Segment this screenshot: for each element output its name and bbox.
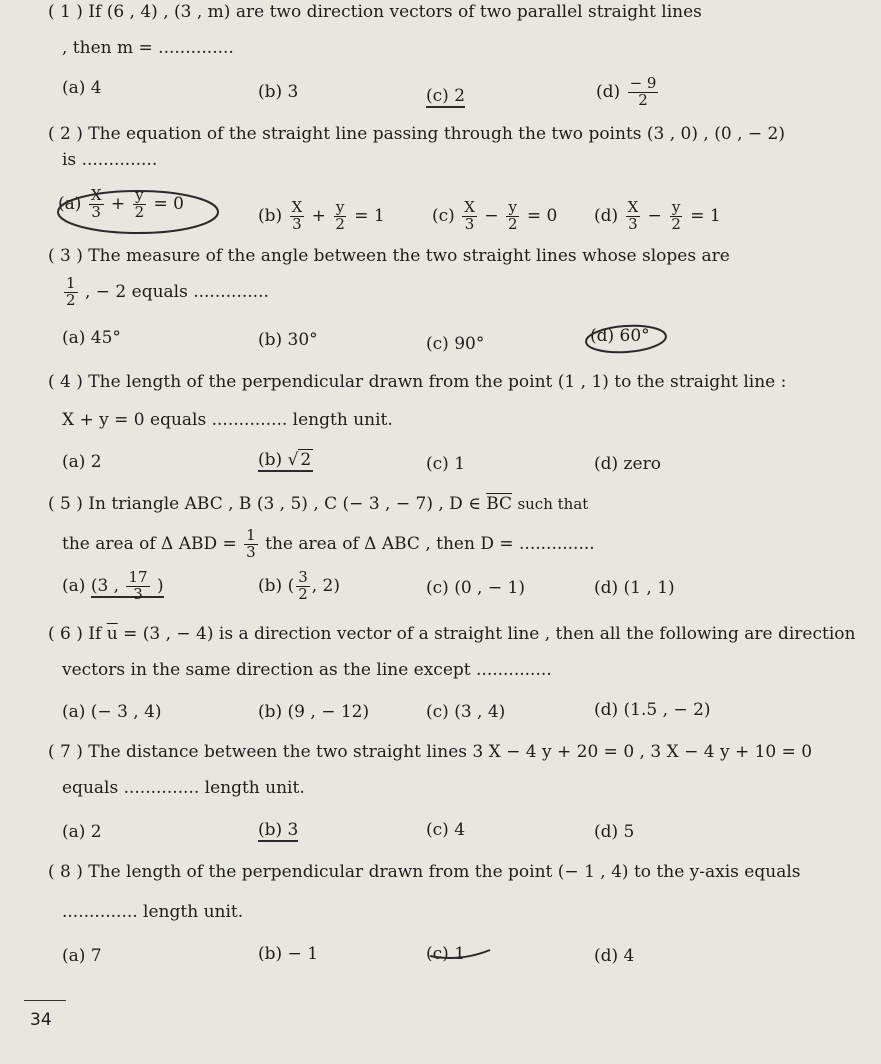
q5-a-point (90, 568, 164, 603)
q6-option-a[interactable]: (a) (− 3 , 4) (62, 702, 162, 722)
q2-b-y: y (335, 198, 345, 216)
q5-text-post: such that (517, 495, 589, 513)
q5-text-pre: ( 5 ) In triangle ABC , B (3 , 5) , C (− 3 , − 7) , D ∈ (48, 494, 481, 514)
q6-option-c[interactable]: (c) (3 , 4) (426, 702, 506, 722)
q4-blank: X + y = 0 equals .............. length unit. (62, 410, 393, 430)
q4-option-a[interactable]: (a) 2 (62, 452, 102, 472)
q2-a-3: 3 (91, 202, 101, 221)
q5-b-label: (b) (258, 575, 283, 596)
q2-b-x: X (291, 198, 303, 216)
q8-text: ( 8 ) The length of the perpendicular drawn from the point (− 1 , 4) to the y-axis equals (48, 862, 801, 882)
q5-b-pre: ( (287, 575, 295, 596)
q6-blank: vectors in the same direction as the line except .............. (62, 660, 552, 680)
q5-a-post: ) (156, 575, 164, 596)
q2-blank: is .............. (62, 150, 158, 170)
q2-d-label: (d) (594, 205, 619, 226)
q8-option-c[interactable]: (c) 1 (426, 944, 466, 964)
q5-b-num: 3 (298, 568, 308, 586)
q5-third-num: 1 (246, 526, 256, 544)
q3-half-den: 2 (66, 290, 76, 309)
q4-text: ( 4 ) The length of the perpendicular drawn from the point (1 , 1) to the straight line : (48, 372, 787, 392)
q2-c-x: X (464, 198, 475, 216)
q2-b-op: + (311, 205, 326, 226)
q7-option-c[interactable]: (c) 4 (426, 820, 466, 840)
q8-option-a[interactable]: (a) 7 (62, 946, 102, 966)
q2-a-label: (a) (58, 193, 82, 214)
q2-c-3: 3 (464, 214, 475, 233)
q3-option-b[interactable]: (b) 30° (258, 330, 318, 350)
q1-blank: , then m = .............. (62, 38, 234, 58)
q8-option-d[interactable]: (d) 4 (594, 946, 635, 966)
q5-b-post: , 2) (311, 575, 341, 596)
q1-d-num: − 9 (629, 74, 657, 92)
q3-text: ( 3 ) The measure of the angle between the two straight lines whose slopes are (48, 246, 730, 266)
q2-a-rhs: = 0 (153, 193, 184, 214)
q2-d-2: 2 (671, 214, 681, 233)
q4-b-label: (b) (258, 450, 283, 470)
q7-option-d[interactable]: (d) 5 (594, 822, 635, 842)
q1-d-den: 2 (638, 90, 648, 109)
q5-text (48, 494, 588, 514)
q2-text: ( 2 ) The equation of the straight line passing through the two points (3 , 0) , (0 , − 2) (48, 124, 785, 144)
q2-c-op: − (484, 205, 499, 226)
q3-option-a[interactable]: (a) 45° (62, 328, 121, 348)
q5-b-den: 2 (298, 584, 308, 603)
q5-a-den: 3 (133, 584, 143, 603)
q3-blank (62, 276, 269, 309)
q1-option-d[interactable] (596, 76, 660, 109)
q4-option-d[interactable]: (d) zero (594, 454, 661, 474)
q4-option-b[interactable] (258, 450, 313, 472)
q2-a-y: y (135, 186, 144, 204)
q5-option-b[interactable] (258, 570, 340, 603)
q5-a-pre: (3 , (90, 575, 120, 596)
q1-option-b[interactable]: (b) 3 (258, 82, 299, 102)
q3-half (64, 276, 78, 309)
q6-option-b[interactable]: (b) (9 , − 12) (258, 702, 370, 722)
q2-c-label: (c) (432, 205, 455, 226)
q5-option-a[interactable] (62, 570, 164, 603)
q3-blank-text: , − 2 equals .............. (84, 281, 269, 302)
q2-b-2: 2 (335, 214, 345, 233)
q5-cont-post: the area of Δ ABC , then D = .............. (265, 533, 595, 554)
q8-option-b[interactable]: (b) − 1 (258, 944, 319, 964)
q6-vector-u: $\overline{u}$ (106, 624, 118, 644)
q1-option-c[interactable]: (c) 2 (426, 86, 466, 106)
q6-option-d[interactable]: (d) (1.5 , − 2) (594, 700, 711, 720)
q5-option-d[interactable]: (d) (1 , 1) (594, 578, 675, 598)
page-number: 34 (30, 1010, 52, 1030)
q2-option-d[interactable] (594, 200, 721, 233)
q2-d-y: y (671, 198, 681, 216)
q3-option-d[interactable]: (d) 60° (590, 326, 650, 346)
q5-a-label: (a) (62, 575, 86, 596)
q2-b-rhs: = 1 (354, 205, 385, 226)
q2-a-op: + (110, 193, 126, 214)
q4-b-sqrt: √ 2 (287, 450, 312, 470)
q2-b-label: (b) (258, 205, 283, 226)
q5-third-den: 3 (246, 542, 256, 561)
q1-option-a[interactable]: (a) 4 (62, 78, 102, 98)
q2-d-x: X (627, 198, 639, 216)
q2-d-op: − (647, 205, 662, 226)
q6-text (48, 624, 855, 644)
q2-c-y: y (508, 198, 517, 216)
q1-text: ( 1 ) If (6 , 4) , (3 , m) are two direction vectors of two parallel straight lines (48, 2, 702, 22)
q5-a-num: 17 (128, 568, 148, 586)
q2-a-2: 2 (134, 202, 145, 221)
q2-c-rhs: = 0 (526, 205, 558, 226)
q7-option-b[interactable]: (b) 3 (258, 820, 299, 840)
q5-blank (62, 528, 595, 561)
q5-third (244, 528, 258, 561)
q7-option-a[interactable]: (a) 2 (62, 822, 102, 842)
q7-text: ( 7 ) The distance between the two straight lines 3 X − 4 y + 20 = 0 , 3 X − 4 y + 10 = 0 (48, 742, 813, 762)
q3-option-c[interactable]: (c) 90° (426, 334, 485, 354)
footer-rule (24, 1000, 66, 1001)
q6-text-post: = (3 , − 4) is a direction vector of a straight line , then all the following are direction (123, 624, 856, 644)
q5-cont-pre: the area of Δ ABD = (62, 533, 237, 554)
q5-segment-bc: $\overline{BC}$ (486, 494, 513, 514)
q2-d-3: 3 (628, 214, 638, 233)
q3-half-num: 1 (66, 274, 76, 292)
q2-option-a[interactable] (58, 188, 184, 221)
q4-option-c[interactable]: (c) 1 (426, 454, 466, 474)
q2-b-3: 3 (292, 214, 302, 233)
q5-option-c[interactable]: (c) (0 , − 1) (426, 578, 525, 598)
q4-b-radicand: 2 (300, 450, 312, 470)
q2-option-b[interactable] (258, 200, 385, 233)
q2-d-rhs: = 1 (690, 205, 721, 226)
q2-a-x: X (90, 186, 102, 204)
q8-blank: .............. length unit. (62, 902, 244, 922)
q1-option-d-label: (d) (596, 81, 621, 102)
q2-c-2: 2 (507, 214, 518, 233)
q6-text-pre: ( 6 ) If (48, 624, 102, 644)
q7-blank: equals .............. length unit. (62, 778, 305, 798)
q1-option-d-fraction (628, 76, 659, 109)
q2-option-c[interactable] (432, 200, 557, 233)
